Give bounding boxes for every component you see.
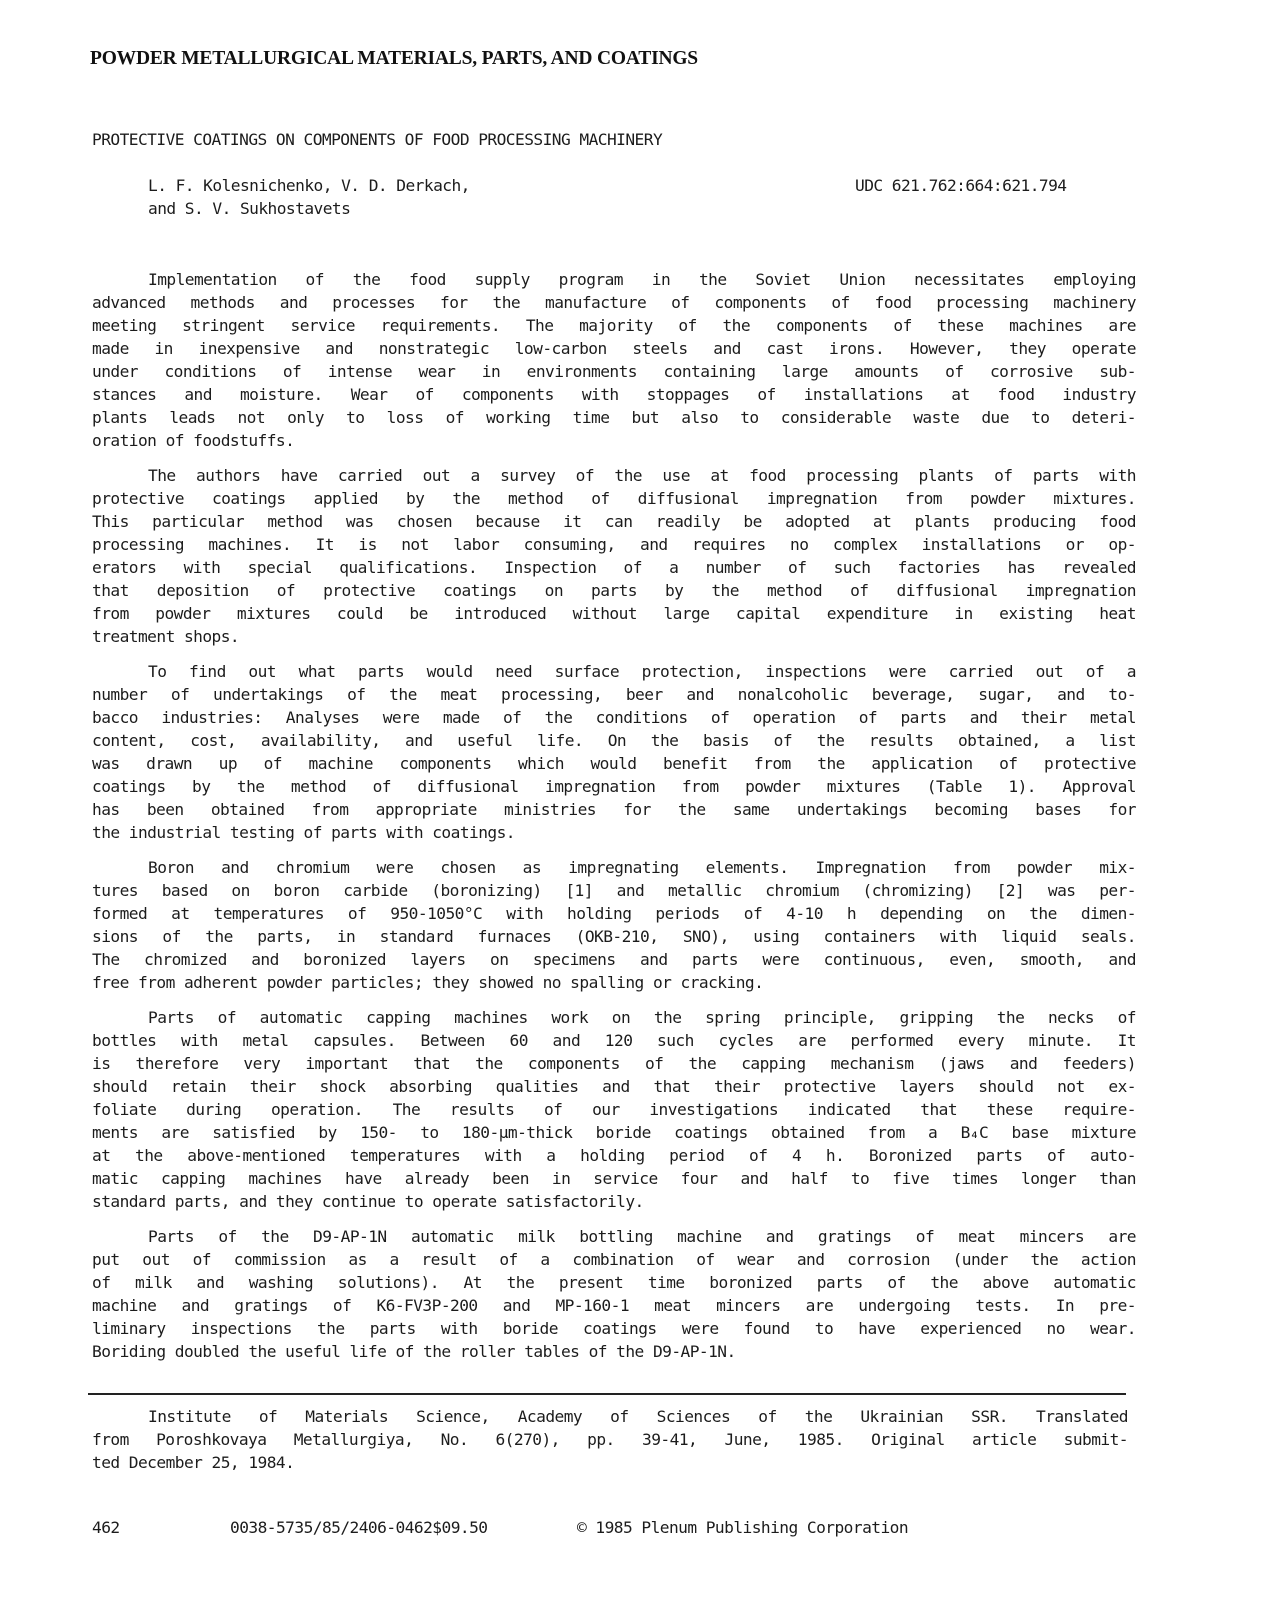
body-text-line: meeting stringent service requirements. The majority of the components of these machines are [92, 316, 1136, 335]
footnote-line: from Poroshkovaya Metallurgiya, No. 6(270), pp. 39-41, June, 1985. Original article submit- [92, 1430, 1128, 1449]
body-text-line: To find out what parts would need surface protection, inspections were carried out of a [148, 662, 1136, 681]
footnote-rule [88, 1393, 1126, 1395]
body-text-line: put out of commission as a result of a combination of wear and corrosion (under the action [92, 1250, 1136, 1269]
body-text-line: advanced methods and processes for the manufacture of components of food processing machinery [92, 293, 1136, 312]
article-code: 0038-5735/85/2406-0462$09.50 [230, 1518, 488, 1537]
body-text-line: should retain their shock absorbing qualities and that their protective layers should not ex- [92, 1077, 1136, 1096]
body-text-line: under conditions of intense wear in environments containing large amounts of corrosive sub- [92, 362, 1136, 381]
body-text-line: plants leads not only to loss of working time but also to considerable waste due to deteri- [92, 408, 1136, 427]
body-text-line: This particular method was chosen because it can readily be adopted at plants producing food [92, 512, 1136, 531]
body-text-line: content, cost, availability, and useful life. On the basis of the results obtained, a list [92, 731, 1136, 750]
body-text-line: erators with special qualifications. Inspection of a number of such factories has revealed [92, 558, 1136, 577]
body-text-line: bacco industries: Analyses were made of the conditions of operation of parts and their metal [92, 708, 1136, 727]
body-text-line: liminary inspections the parts with boride coatings were found to have experienced no wear. [92, 1319, 1136, 1338]
body-text-line: at the above-mentioned temperatures with a holding period of 4 h. Boronized parts of auto- [92, 1146, 1136, 1165]
body-text-line: from powder mixtures could be introduced without large capital expenditure in existing heat [92, 604, 1136, 623]
body-text-line: bottles with metal capsules. Between 60 and 120 such cycles are performed every minute. It [92, 1031, 1136, 1050]
body-text-line: is therefore very important that the components of the capping mechanism (jaws and feeders) [92, 1054, 1136, 1073]
authors-line-2: and S. V. Sukhostavets [148, 199, 351, 218]
body-text-line: standard parts, and they continue to operate satisfactorily. [92, 1192, 644, 1211]
body-text-line: The chromized and boronized layers on specimens and parts were continuous, even, smooth, and [92, 950, 1136, 969]
body-text-line: treatment shops. [92, 627, 240, 646]
body-text-line: Implementation of the food supply program in the Soviet Union necessitates employing [148, 270, 1136, 289]
body-text-line: was drawn up of machine components which would benefit from the application of protective [92, 754, 1136, 773]
body-text-line: formed at temperatures of 950-1050°C with holding periods of 4-10 h depending on the dimen- [92, 904, 1136, 923]
udc-code: UDC 621.762:664:621.794 [855, 176, 1067, 195]
copyright-notice: © 1985 Plenum Publishing Corporation [577, 1518, 909, 1537]
body-text-line: processing machines. It is not labor consuming, and requires no complex installations or op- [92, 535, 1136, 554]
body-text-line: sions of the parts, in standard furnaces (OKB-210, SNO), using containers with liquid seals. [92, 927, 1136, 946]
body-text-line: The authors have carried out a survey of the use at food processing plants of parts with [148, 466, 1136, 485]
body-text-line: matic capping machines have already been in service four and half to five times longer than [92, 1169, 1136, 1188]
body-text-line: tures based on boron carbide (boronizing) [1] and metallic chromium (chromizing) [2] was per- [92, 881, 1136, 900]
body-text-line: ments are satisfied by 150- to 180-μm-thick boride coatings obtained from a B₄C base mixture [92, 1123, 1136, 1142]
body-text-line: number of undertakings of the meat processing, beer and nonalcoholic beverage, sugar, and to- [92, 685, 1136, 704]
body-text-line: of milk and washing solutions). At the present time boronized parts of the above automatic [92, 1273, 1136, 1292]
body-text-line: stances and moisture. Wear of components with stoppages of installations at food industry [92, 385, 1136, 404]
body-text-line: has been obtained from appropriate ministries for the same undertakings becoming bases for [92, 800, 1136, 819]
body-text-line: the industrial testing of parts with coatings. [92, 823, 516, 842]
article-title: PROTECTIVE COATINGS ON COMPONENTS OF FOOD PROCESSING MACHINERY [92, 130, 663, 149]
footnote-line: Institute of Materials Science, Academy of Sciences of the Ukrainian SSR. Translated [148, 1407, 1128, 1426]
body-text-line: made in inexpensive and nonstrategic low-carbon steels and cast irons. However, they operate [92, 339, 1136, 358]
body-text-line: that deposition of protective coatings on parts by the method of diffusional impregnation [92, 581, 1136, 600]
body-text-line: coatings by the method of diffusional impregnation from powder mixtures (Table 1). Approval [92, 777, 1136, 796]
body-text-line: machine and gratings of K6-FV3P-200 and MP-160-1 meat mincers are undergoing tests. In pre- [92, 1296, 1136, 1315]
body-text-line: free from adherent powder particles; they showed no spalling or cracking. [92, 973, 764, 992]
body-text-line: Parts of automatic capping machines work on the spring principle, gripping the necks of [148, 1008, 1136, 1027]
body-text-line: Parts of the D9-AP-1N automatic milk bottling machine and gratings of meat mincers are [148, 1227, 1136, 1246]
journal-section-header: POWDER METALLURGICAL MATERIALS, PARTS, AND COATINGS [90, 48, 698, 69]
body-text-line: oration of foodstuffs. [92, 431, 295, 450]
body-text-line: foliate during operation. The results of our investigations indicated that these require- [92, 1100, 1136, 1119]
authors-line-1: L. F. Kolesnichenko, V. D. Derkach, [148, 176, 470, 195]
page-number: 462 [92, 1518, 120, 1537]
body-text-line: Boron and chromium were chosen as impregnating elements. Impregnation from powder mix- [148, 858, 1136, 877]
body-text-line: protective coatings applied by the method of diffusional impregnation from powder mixtures. [92, 489, 1136, 508]
body-text-line: Boriding doubled the useful life of the roller tables of the D9-AP-1N. [92, 1342, 736, 1361]
footnote-line: ted December 25, 1984. [92, 1453, 295, 1472]
